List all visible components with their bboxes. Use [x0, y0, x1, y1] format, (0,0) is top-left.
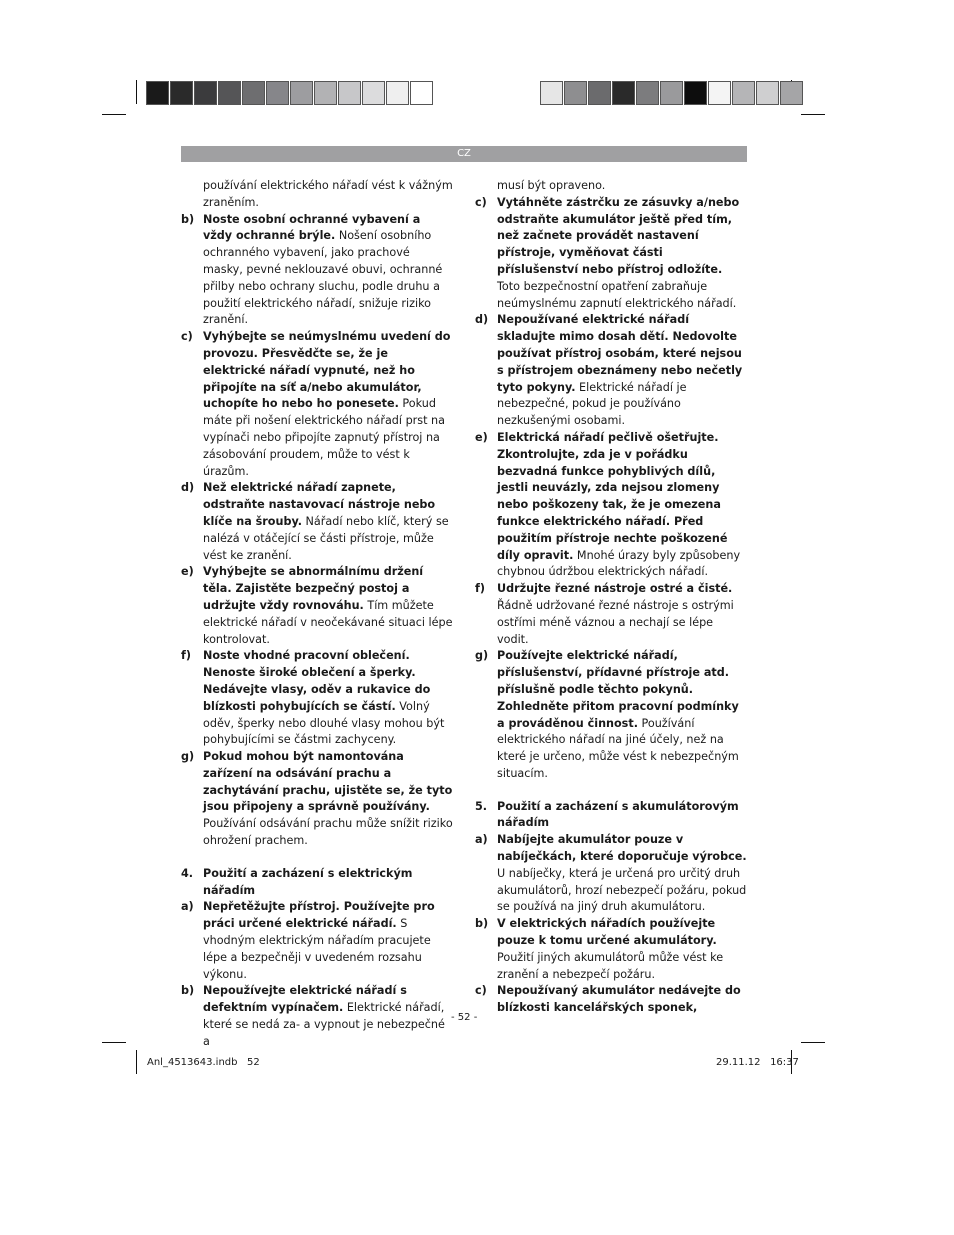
instruction-item — [181, 329, 453, 480]
calibration-bar-right — [540, 81, 804, 105]
crop-mark — [136, 1050, 137, 1074]
instruction-item — [475, 648, 747, 782]
crop-mark — [801, 1042, 825, 1043]
item-heading: Používejte elektrické nářadí, příslušenství, přídavné přístroje atd. příslušně podle těchto pokynů. Zohledněte přitom pracovní podmínky a prováděnou činnost. — [497, 649, 739, 730]
item-key: a) — [181, 900, 194, 914]
item-text: Použití jiných akumulátorů může vést ke zranění a nebezpečí požáru. — [497, 950, 724, 981]
footer-date: 29.11.12 16:37 — [716, 1057, 799, 1068]
crop-mark — [102, 114, 126, 115]
item-key: b) — [181, 984, 195, 998]
footer-file: Anl_4513643.indb 52 — [147, 1057, 260, 1068]
instruction-item — [475, 799, 747, 833]
item-key: c) — [475, 984, 487, 998]
section-gap — [181, 850, 453, 866]
item-heading: Vyhýbejte se neúmyslnému uvedení do provozu. Přesvědčte se, že je elektrické nářadí vypnuté, než ho připojíte na síť a/nebo akumulátor, uchopíte ho nebo ho ponesete. — [203, 330, 451, 411]
item-text: používání elektrického nářadí vést k vážným zraněním. — [203, 179, 453, 209]
item-text: Elektrické nářadí je nebezpečné, pokud je používáno nezkušenými osobami. — [497, 380, 687, 428]
instruction-item — [475, 832, 747, 916]
item-key: b) — [181, 212, 195, 226]
item-heading: Nepoužívejte elektrické nářadí s defektním vypínačem. — [203, 984, 407, 1015]
item-key: f) — [475, 582, 485, 596]
item-text: Nářadí nebo klíč, který se nalézá v otáčející se části přístroje, může vést ke zranění. — [203, 514, 449, 562]
item-heading: Nepoužívaný akumulátor nedávejte do blízkosti kancelářských sponek, — [497, 984, 741, 1015]
crop-mark — [102, 1042, 126, 1043]
item-text: Elektrické nářadí, které se nedá za- a vypnout je nebezpečné a — [203, 1001, 445, 1048]
item-key: a) — [475, 833, 488, 847]
item-text: Řádně udržované řezné nástroje s ostrými ostřími méně váznou a nechají se lépe vodit. — [497, 598, 734, 646]
instruction-item — [181, 480, 453, 564]
item-key: b) — [475, 917, 489, 931]
item-text: Používání elektrického nářadí na jiné účely, než na které je určeno, může vést k nebezpečným situacím. — [497, 716, 739, 780]
instruction-item — [181, 866, 453, 900]
item-key: e) — [181, 565, 194, 579]
item-text: Používání odsávání prachu může snížit riziko ohrožení prachem. — [203, 817, 453, 848]
instruction-item — [475, 195, 747, 313]
item-heading: V elektrických nářadích používejte pouze k tomu určené akumulátory. — [497, 917, 717, 948]
item-key: e) — [475, 430, 488, 444]
item-text: Nošení osobního ochranného vybavení, jako prachové masky, pevné neklouzavé obuvi, ochranné přilby nebo ochrany sluchu, podle druhu a použití elektrického nářadí, snižuje riziko zranění. — [203, 229, 443, 327]
crop-mark — [136, 80, 137, 104]
item-key: d) — [475, 313, 489, 327]
calibration-bar-left — [146, 81, 434, 105]
item-heading: Noste osobní ochranné vybavení a vždy ochranné brýle. — [203, 212, 421, 243]
instruction-item — [181, 564, 453, 648]
instruction-item — [181, 178, 453, 212]
section-gap — [475, 783, 747, 799]
instruction-item — [475, 312, 747, 430]
item-heading: Vyhýbejte se abnormálnímu držení těla. Zajistěte bezpečný postoj a udržujte vždy rovnováhu. — [203, 565, 424, 612]
item-text: Mnohé úrazy byly způsobeny chybnou údržbou elektrických nářadí. — [497, 548, 741, 579]
item-key: 4. — [181, 866, 194, 880]
instruction-item — [181, 212, 453, 330]
language-banner: CZ — [181, 146, 747, 162]
item-key: 5. — [475, 799, 488, 813]
item-text: Volný oděv, šperky nebo dlouhé vlasy mohou být pohybujícími se částmi zachyceny. — [203, 699, 445, 747]
item-heading: Nepoužívané elektrické nářadí skladujte mimo dosah dětí. Nedovolte používat přístroj osobám, které nejsou s přístrojem obeznámeny nebo nečetly tyto pokyny. — [497, 313, 743, 394]
instruction-item — [475, 983, 747, 1017]
instruction-item — [475, 581, 747, 648]
item-heading: Než elektrické nářadí zapnete, odstraňte nastavovací nástroje nebo klíče na šrouby. — [203, 481, 436, 528]
item-text: Pokud máte při nošení elektrického nářadí prst na vypínači nebo připojíte zapnutý přístroj na zásobování proudem, může to vést k úrazům. — [203, 397, 445, 478]
item-heading: Udržujte řezné nástroje ostré a čisté. — [497, 582, 733, 596]
item-heading: Pokud mohou být namontována zařízení na odsávání prachu a zachytávání prachu, ujistěte se, že tyto jsou připojeny a správně používány. — [203, 750, 453, 814]
instruction-item — [181, 749, 453, 850]
item-key: c) — [181, 330, 193, 344]
page-number: - 52 - — [451, 1012, 478, 1023]
instruction-item — [475, 430, 747, 581]
left-column — [181, 178, 453, 1051]
item-text: Tím můžete elektrické nářadí v neočekávané situaci lépe kontrolovat. — [203, 598, 453, 646]
item-heading: Elektrická nářadí pečlivě ošetřujte. Zkontrolujte, zda je v pořádku bezvadná funkce pohyblivých dílů, jestli neuvázly, zda nejsou zlomeny nebo poškozeny tak, že je omezena funkce elektrického nářadí. Před použitím přístroje nechte poškozené díly opravit. — [497, 430, 728, 562]
instruction-item — [181, 899, 453, 983]
item-heading: Noste vhodné pracovní oblečení. Nenoste široké oblečení a šperky. Nedávejte vlasy, oděv a rukavice do blízkosti pohybujících se částí. — [203, 649, 431, 713]
instruction-item — [181, 648, 453, 749]
right-column — [475, 178, 747, 1017]
item-text: U nabíječky, která je určená pro určitý druh akumulátorů, hrozí nebezpečí požáru, pokud se používá na jiný druh akumulátoru. — [497, 866, 747, 914]
item-key: f) — [181, 649, 191, 663]
instruction-item — [181, 983, 453, 1050]
item-text: Toto bezpečnostní opatření zabraňuje neúmyslnému zapnutí elektrického nářadí. — [497, 279, 737, 310]
item-key: d) — [181, 481, 195, 495]
item-text: S vhodným elektrickým nářadím pracujete lépe a bezpečněji v uvedeném rozsahu výkonu. — [203, 917, 431, 981]
item-text: musí být opraveno. — [497, 179, 606, 192]
instruction-item — [475, 916, 747, 983]
item-heading: Nepřetěžujte přístroj. Používejte pro práci určené elektrické nářadí. — [203, 900, 435, 931]
item-heading: Nabíjejte akumulátor pouze v nabíječkách, které doporučuje výrobce. — [497, 833, 747, 864]
item-heading: Použití a zacházení s elektrickým nářadím — [203, 866, 413, 897]
item-heading: Vytáhněte zástrčku ze zásuvky a/nebo odstraňte akumulátor ještě před tím, než začnete provádět nastavení přístroje, vyměňovat části příslušenství nebo přístroj odložíte. — [497, 195, 740, 276]
item-key: g) — [181, 750, 195, 764]
item-key: g) — [475, 649, 489, 663]
crop-mark — [801, 114, 825, 115]
item-heading: Použití a zacházení s akumulátorovým nářadím — [497, 799, 739, 830]
item-key: c) — [475, 195, 487, 209]
instruction-item — [475, 178, 747, 195]
